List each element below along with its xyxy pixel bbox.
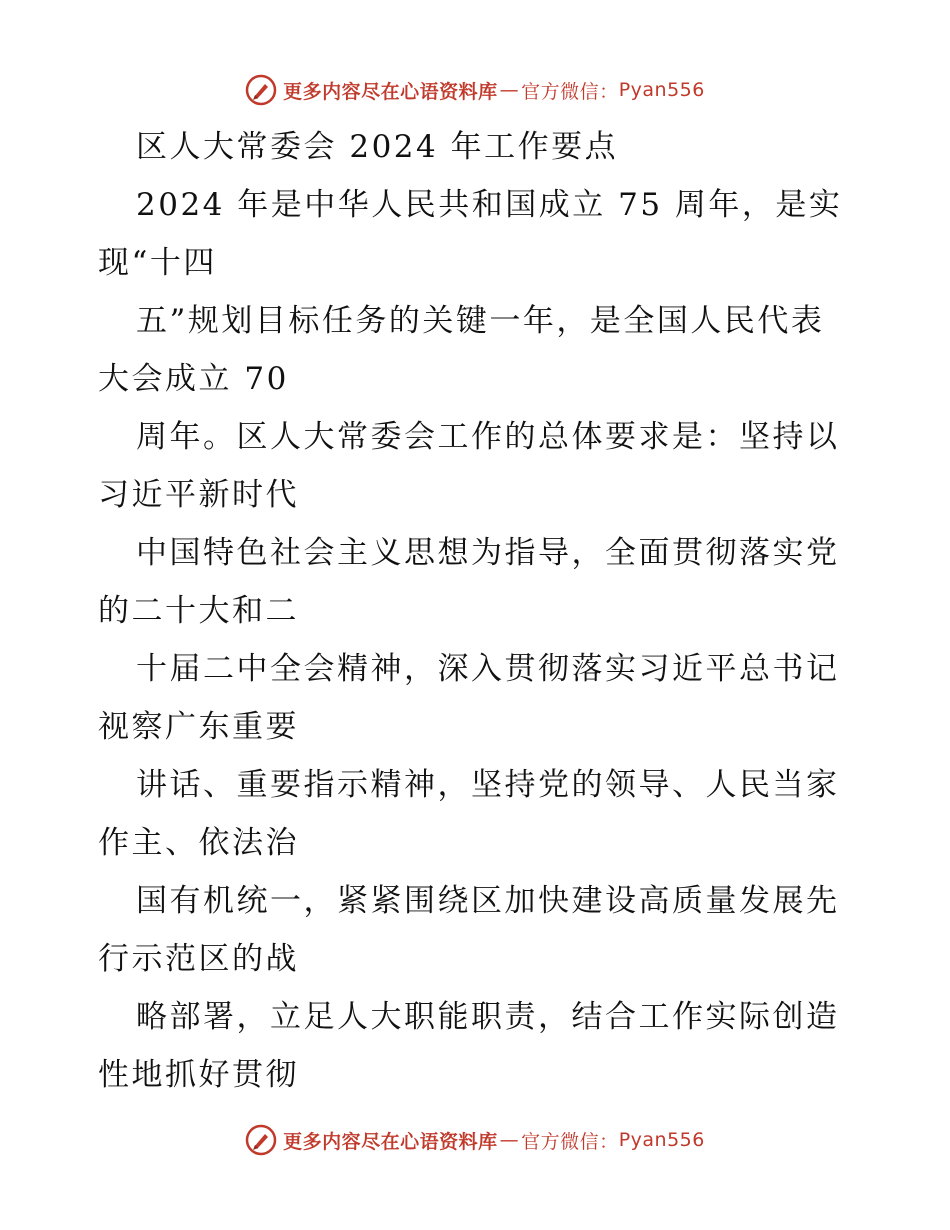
watermark-main-text: 更多内容尽在心语资料库 <box>283 1130 498 1153</box>
paragraph-line: 习近平新时代 <box>98 477 299 513</box>
paragraph-line: 周年。区人大常委会工作的总体要求是：坚持以 <box>136 419 840 455</box>
watermark-footer <box>0 1120 950 1160</box>
paragraph-line: 中国特色社会主义思想为指导，全面贯彻落实党 <box>136 535 840 571</box>
watermark-main-text: 更多内容尽在心语资料库 <box>283 80 498 103</box>
watermark-id: Pyan556 <box>618 79 705 101</box>
watermark-sub-text: 官方微信： <box>521 80 619 103</box>
pen-logo-icon <box>245 74 277 106</box>
paragraph-line: 五”规划目标任务的关键一年，是全国人民代表 <box>136 303 825 339</box>
paragraph-line: 2024 年是中华人民共和国成立 75 周年，是实 <box>136 187 843 223</box>
paragraph-line: 讲话、重要指示精神，坚持党的领导、人民当家 <box>136 767 840 803</box>
paragraph-line: 现“十四 <box>98 245 217 281</box>
watermark-header <box>0 70 950 110</box>
paragraph-line: 的二十大和二 <box>98 593 299 629</box>
paragraph-line: 视察广东重要 <box>98 709 299 745</box>
watermark-separator: — <box>499 1129 520 1151</box>
watermark-id: Pyan556 <box>618 1129 705 1151</box>
paragraph-line: 大会成立 70 <box>98 361 289 397</box>
paragraph-line: 作主、依法治 <box>98 825 299 861</box>
paragraph-line: 十届二中全会精神，深入贯彻落实习近平总书记 <box>136 651 840 687</box>
document-body <box>98 118 858 1104</box>
pen-logo-icon <box>245 1124 277 1156</box>
paragraph-line: 略部署，立足人大职能职责，结合工作实际创造 <box>136 999 840 1035</box>
paragraph-line: 行示范区的战 <box>98 941 299 977</box>
paragraph-line: 国有机统一，紧紧围绕区加快建设高质量发展先 <box>136 883 840 919</box>
watermark-separator: — <box>499 79 520 101</box>
paragraph-line: 性地抓好贯彻 <box>98 1057 299 1093</box>
document-title: 区人大常委会 2024 年工作要点 <box>136 129 619 165</box>
watermark-sub-text: 官方微信： <box>521 1130 619 1153</box>
